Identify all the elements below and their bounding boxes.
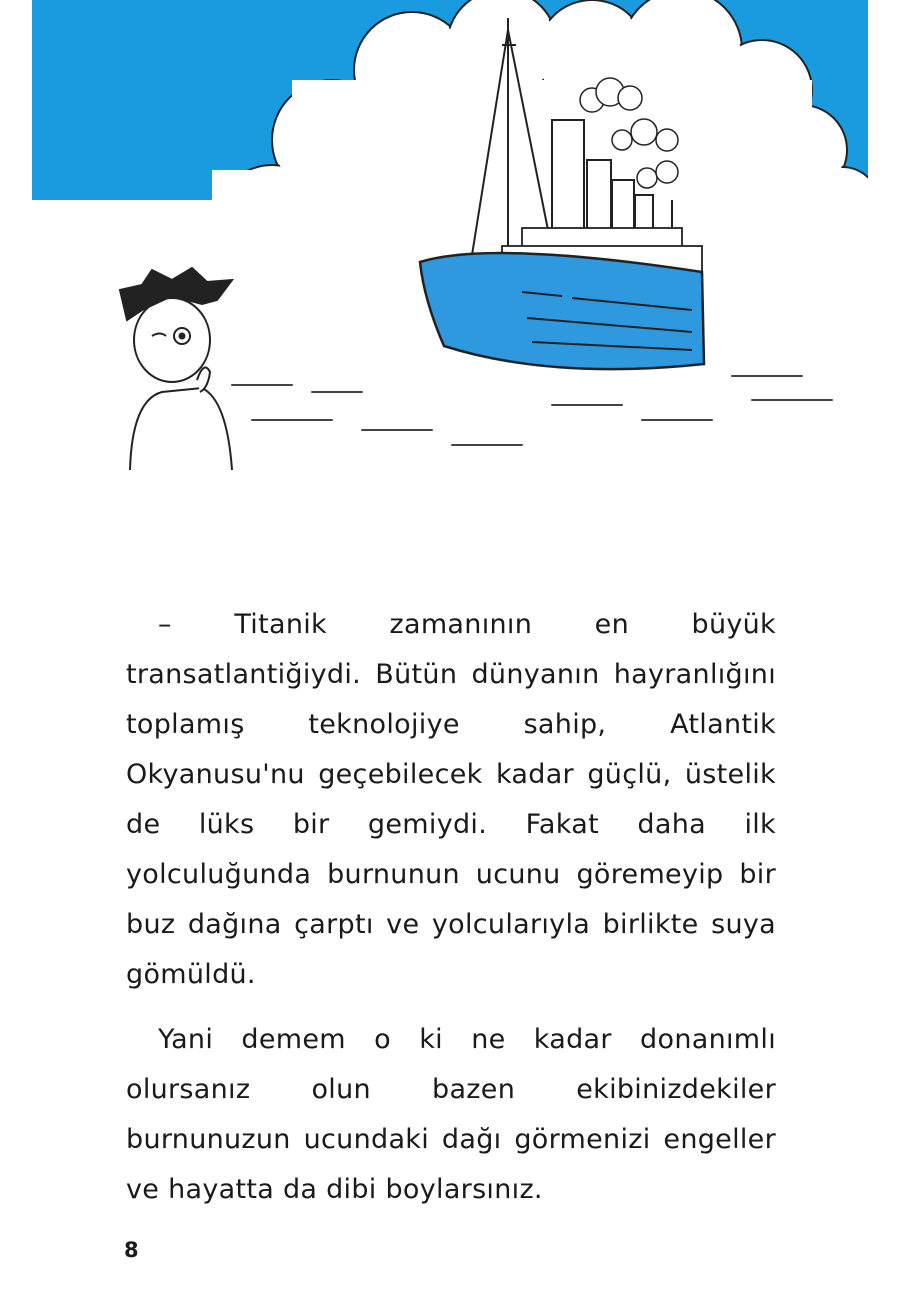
titanic-illustration <box>32 0 868 500</box>
paragraph-2: Yani demem o ki ne kadar donanımlı olursanız olun bazen ekibinizdekiler burnunuzun ucundaki dağı görmenizi engeller ve hayatta da dibi boylarsınız. <box>126 1024 776 1205</box>
ship-hull <box>420 253 704 369</box>
body-text <box>126 600 776 1215</box>
paragraph-1: – Titanik zamanının en büyük transatlantiğiydi. Bütün dünyanın hayranlığını toplamış teknolojiye sahip, Atlantik Okyanusu'nu geçebilecek kadar güçlü, üstelik de lüks bir gemiydi. Fakat daha ilk yolculuğunda burnunun ucunu göremeyip bir buz dağına çarptı ve yolcularıyla birlikte suya gömüldü. <box>126 609 776 990</box>
page-number: 8 <box>124 1238 139 1262</box>
